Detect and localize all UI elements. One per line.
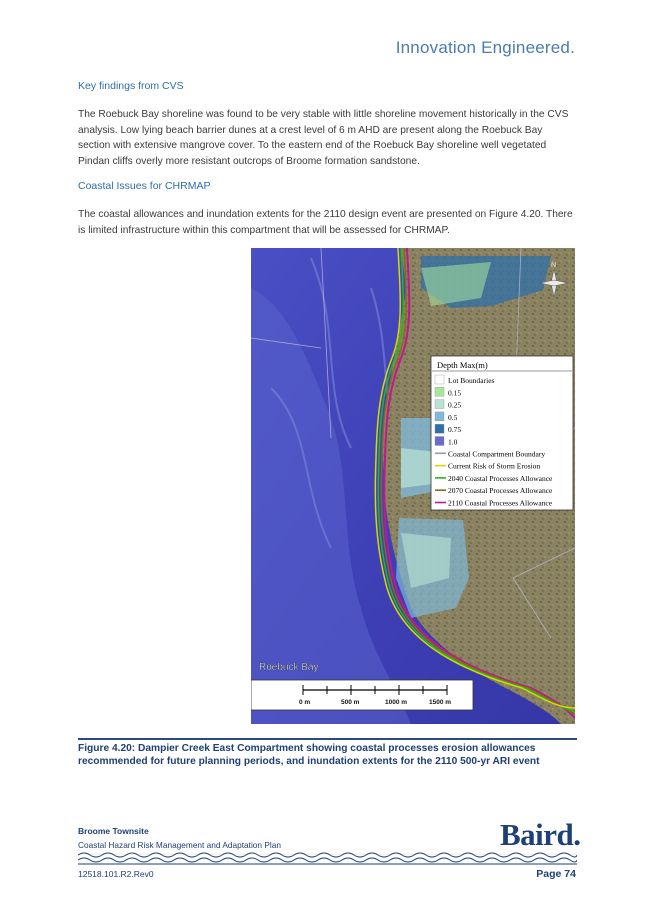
scale-label-0: 0 m — [299, 699, 311, 706]
footer-org: Broome Townsite — [78, 826, 149, 836]
legend-swatch-4 — [435, 424, 444, 433]
caption-rule — [78, 738, 577, 740]
roebuck-bay-label: Roebuck Bay — [259, 662, 319, 673]
scale-label-1000: 1000 m — [385, 699, 408, 706]
legend-label-depth-4: 0.75 — [448, 425, 462, 435]
legend-label-line-4: 2110 Coastal Processes Allowance — [448, 498, 553, 508]
footer-wave-decoration — [78, 851, 577, 865]
map-legend — [431, 356, 573, 510]
figure-map — [251, 248, 575, 724]
scale-label-1500: 1500 m — [429, 699, 452, 706]
legend-label-depth-2: 0.25 — [448, 400, 462, 410]
north-label: N — [551, 262, 557, 269]
legend-swatch-5 — [435, 437, 444, 446]
legend-label-depth-5: 1.0 — [448, 437, 458, 447]
legend-label-line-3: 2070 Coastal Processes Allowance — [448, 486, 553, 496]
legend-swatch-0 — [435, 375, 444, 384]
legend-swatch-1 — [435, 387, 444, 396]
footer-plan-title: Coastal Hazard Risk Management and Adaptation Plan — [78, 840, 281, 850]
header-tagline: Innovation Engineered. — [395, 38, 575, 57]
section-heading-key-findings: Key findings from CVS — [78, 80, 184, 92]
legend-title: Depth Max(m) — [437, 360, 488, 370]
scale-bar — [251, 680, 473, 710]
key-findings-paragraph: The Roebuck Bay shoreline was found to be very stable with little shoreline movement historically in the CVS analysis. Low lying beach barrier dunes at a crest level of 6 m AHD are present along the Roebuck Bay section with extensive mangrove cover. To the eastern end of the Roebuck Bay shoreline well vegetated Pindan cliffs overly more resistant outcrops of Broome formation sandstone. — [78, 109, 569, 167]
legend-label-depth-1: 0.15 — [448, 388, 462, 398]
page-number: Page 74 — [536, 868, 576, 880]
legend-swatch-2 — [435, 400, 444, 409]
legend-label-depth-3: 0.5 — [448, 412, 458, 422]
scale-label-500: 500 m — [341, 699, 360, 706]
legend-label-line-0: Coastal Compartment Boundary — [448, 449, 546, 459]
coastal-issues-paragraph: The coastal allowances and inundation extents for the 2110 design event are presented on Figure 4.20. There is limited infrastructure within this compartment that will be assessed for CHRMAP. — [78, 209, 573, 236]
document-number: 12518.101.R2.Rev0 — [78, 869, 154, 879]
baird-logo: Baird. — [500, 817, 581, 852]
legend-label-line-2: 2040 Coastal Processes Allowance — [448, 473, 553, 483]
figure-caption: Figure 4.20: Dampier Creek East Compartment showing coastal processes erosion allowances recommended for future planning periods, and inundation extents for the 2110 500-yr ARI event — [78, 743, 540, 768]
section-heading-coastal-issues: Coastal Issues for CHRMAP — [78, 180, 211, 192]
legend-label-line-1: Current Risk of Storm Erosion — [448, 461, 541, 471]
legend-swatch-3 — [435, 412, 444, 421]
legend-label-depth-0: Lot Boundaries — [448, 376, 495, 385]
